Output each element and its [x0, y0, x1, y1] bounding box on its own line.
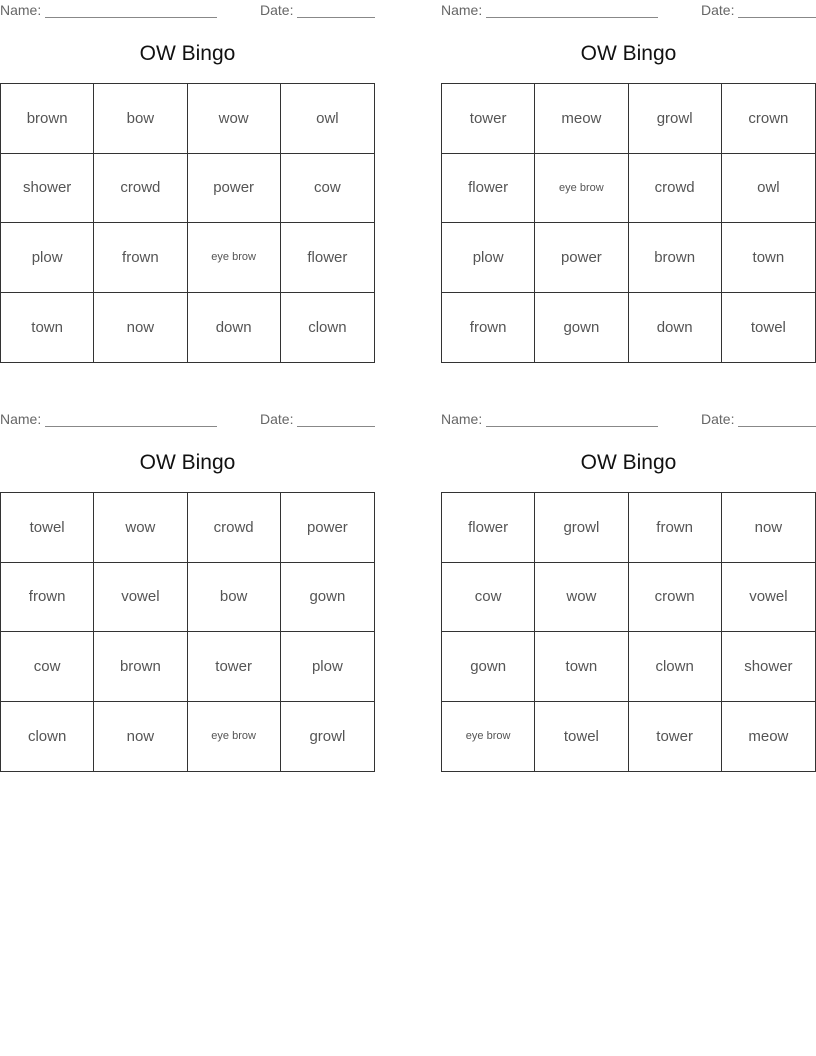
card-header: [441, 2, 816, 20]
date-blank-line: [738, 426, 816, 427]
bingo-cell: clown: [1, 702, 94, 772]
bingo-cell: clown: [308, 318, 347, 336]
bingo-cell: vowel: [722, 563, 815, 633]
bingo-cell: gown: [535, 293, 628, 363]
bingo-cell: clown: [629, 632, 722, 702]
bingo-card-1: [0, 0, 375, 362]
bingo-cell: wow: [94, 493, 187, 563]
date-label: Date:: [701, 2, 735, 18]
bingo-cell: meow: [535, 84, 628, 154]
card-title: OW Bingo: [580, 451, 677, 474]
date-blank-line: [297, 17, 375, 18]
bingo-grid: [441, 492, 816, 772]
bingo-cell: growl: [535, 493, 628, 563]
bingo-cell: eye brow: [442, 702, 535, 772]
bingo-cell: power: [188, 154, 281, 224]
bingo-cell: shower: [1, 154, 94, 224]
bingo-cell: brown: [94, 632, 187, 702]
bingo-cell: wow: [188, 84, 281, 154]
bingo-cell: power: [535, 223, 628, 293]
bingo-cell: tower: [629, 702, 722, 772]
bingo-cell: meow: [748, 727, 789, 745]
date-label: Date:: [260, 411, 294, 427]
bingo-card-4: [441, 409, 816, 771]
bingo-cell: town: [535, 632, 628, 702]
bingo-cell: plow: [442, 223, 535, 293]
bingo-cell: frown: [629, 493, 722, 563]
name-blank-line: [486, 426, 658, 427]
bingo-cell: owl: [722, 154, 815, 224]
date-blank-line: [297, 426, 375, 427]
bingo-cell: flower: [281, 223, 374, 293]
bingo-cell: gown: [442, 632, 535, 702]
name-label: Name:: [0, 2, 42, 18]
bingo-cell: vowel: [94, 563, 187, 633]
bingo-cell: cow: [442, 563, 535, 633]
bingo-cell: shower: [722, 632, 815, 702]
bingo-cell: brown: [1, 84, 94, 154]
date-label: Date:: [701, 411, 735, 427]
bingo-cell: crowd: [629, 154, 722, 224]
date-label: Date:: [260, 2, 294, 18]
date-blank-line: [738, 17, 816, 18]
bingo-cell: now: [94, 293, 187, 363]
bingo-cell: now: [722, 493, 815, 563]
bingo-cell: frown: [442, 293, 535, 363]
bingo-cell: down: [188, 293, 281, 363]
card-header: [0, 2, 375, 20]
bingo-cell: town: [722, 223, 815, 293]
card-title: OW Bingo: [139, 42, 236, 65]
card-title: OW Bingo: [580, 42, 677, 65]
bingo-cell: towel: [535, 702, 628, 772]
bingo-cell: brown: [629, 223, 722, 293]
name-label: Name:: [441, 2, 483, 18]
bingo-cell: eye brow: [188, 223, 281, 293]
bingo-cell: owl: [281, 84, 374, 154]
bingo-cell: cow: [281, 154, 374, 224]
card-header: [441, 411, 816, 429]
bingo-cell: flower: [442, 493, 535, 563]
bingo-cell: crown: [722, 84, 815, 154]
bingo-grid: [0, 83, 375, 363]
bingo-cell: frown: [94, 223, 187, 293]
bingo-grid: [441, 83, 816, 363]
bingo-card-2: [441, 0, 816, 362]
name-blank-line: [45, 426, 217, 427]
bingo-cell: crowd: [94, 154, 187, 224]
bingo-cell: plow: [1, 223, 94, 293]
bingo-cell: cow: [1, 632, 94, 702]
bingo-cell: crowd: [188, 493, 281, 563]
name-blank-line: [45, 17, 217, 18]
bingo-cell: frown: [1, 563, 94, 633]
name-blank-line: [486, 17, 658, 18]
bingo-cell: eye brow: [188, 702, 281, 772]
bingo-cell: growl: [629, 84, 722, 154]
card-title: OW Bingo: [139, 451, 236, 474]
card-header: [0, 411, 375, 429]
bingo-cell: now: [94, 702, 187, 772]
bingo-cell: crown: [629, 563, 722, 633]
bingo-cell: plow: [281, 632, 374, 702]
bingo-cell: tower: [188, 632, 281, 702]
name-label: Name:: [0, 411, 42, 427]
bingo-cell: bow: [188, 563, 281, 633]
bingo-cell: towel: [750, 318, 786, 336]
bingo-card-3: [0, 409, 375, 771]
bingo-grid: [0, 492, 375, 772]
bingo-cell: bow: [94, 84, 187, 154]
bingo-cell: gown: [281, 563, 374, 633]
bingo-cell: town: [1, 293, 94, 363]
bingo-cell: flower: [442, 154, 535, 224]
bingo-cell: tower: [442, 84, 535, 154]
bingo-cell: down: [629, 293, 722, 363]
bingo-cell: power: [281, 493, 374, 563]
bingo-cell: wow: [535, 563, 628, 633]
bingo-cell: growl: [309, 727, 346, 745]
bingo-cell: eye brow: [535, 154, 628, 224]
bingo-cell: towel: [1, 493, 94, 563]
name-label: Name:: [441, 411, 483, 427]
